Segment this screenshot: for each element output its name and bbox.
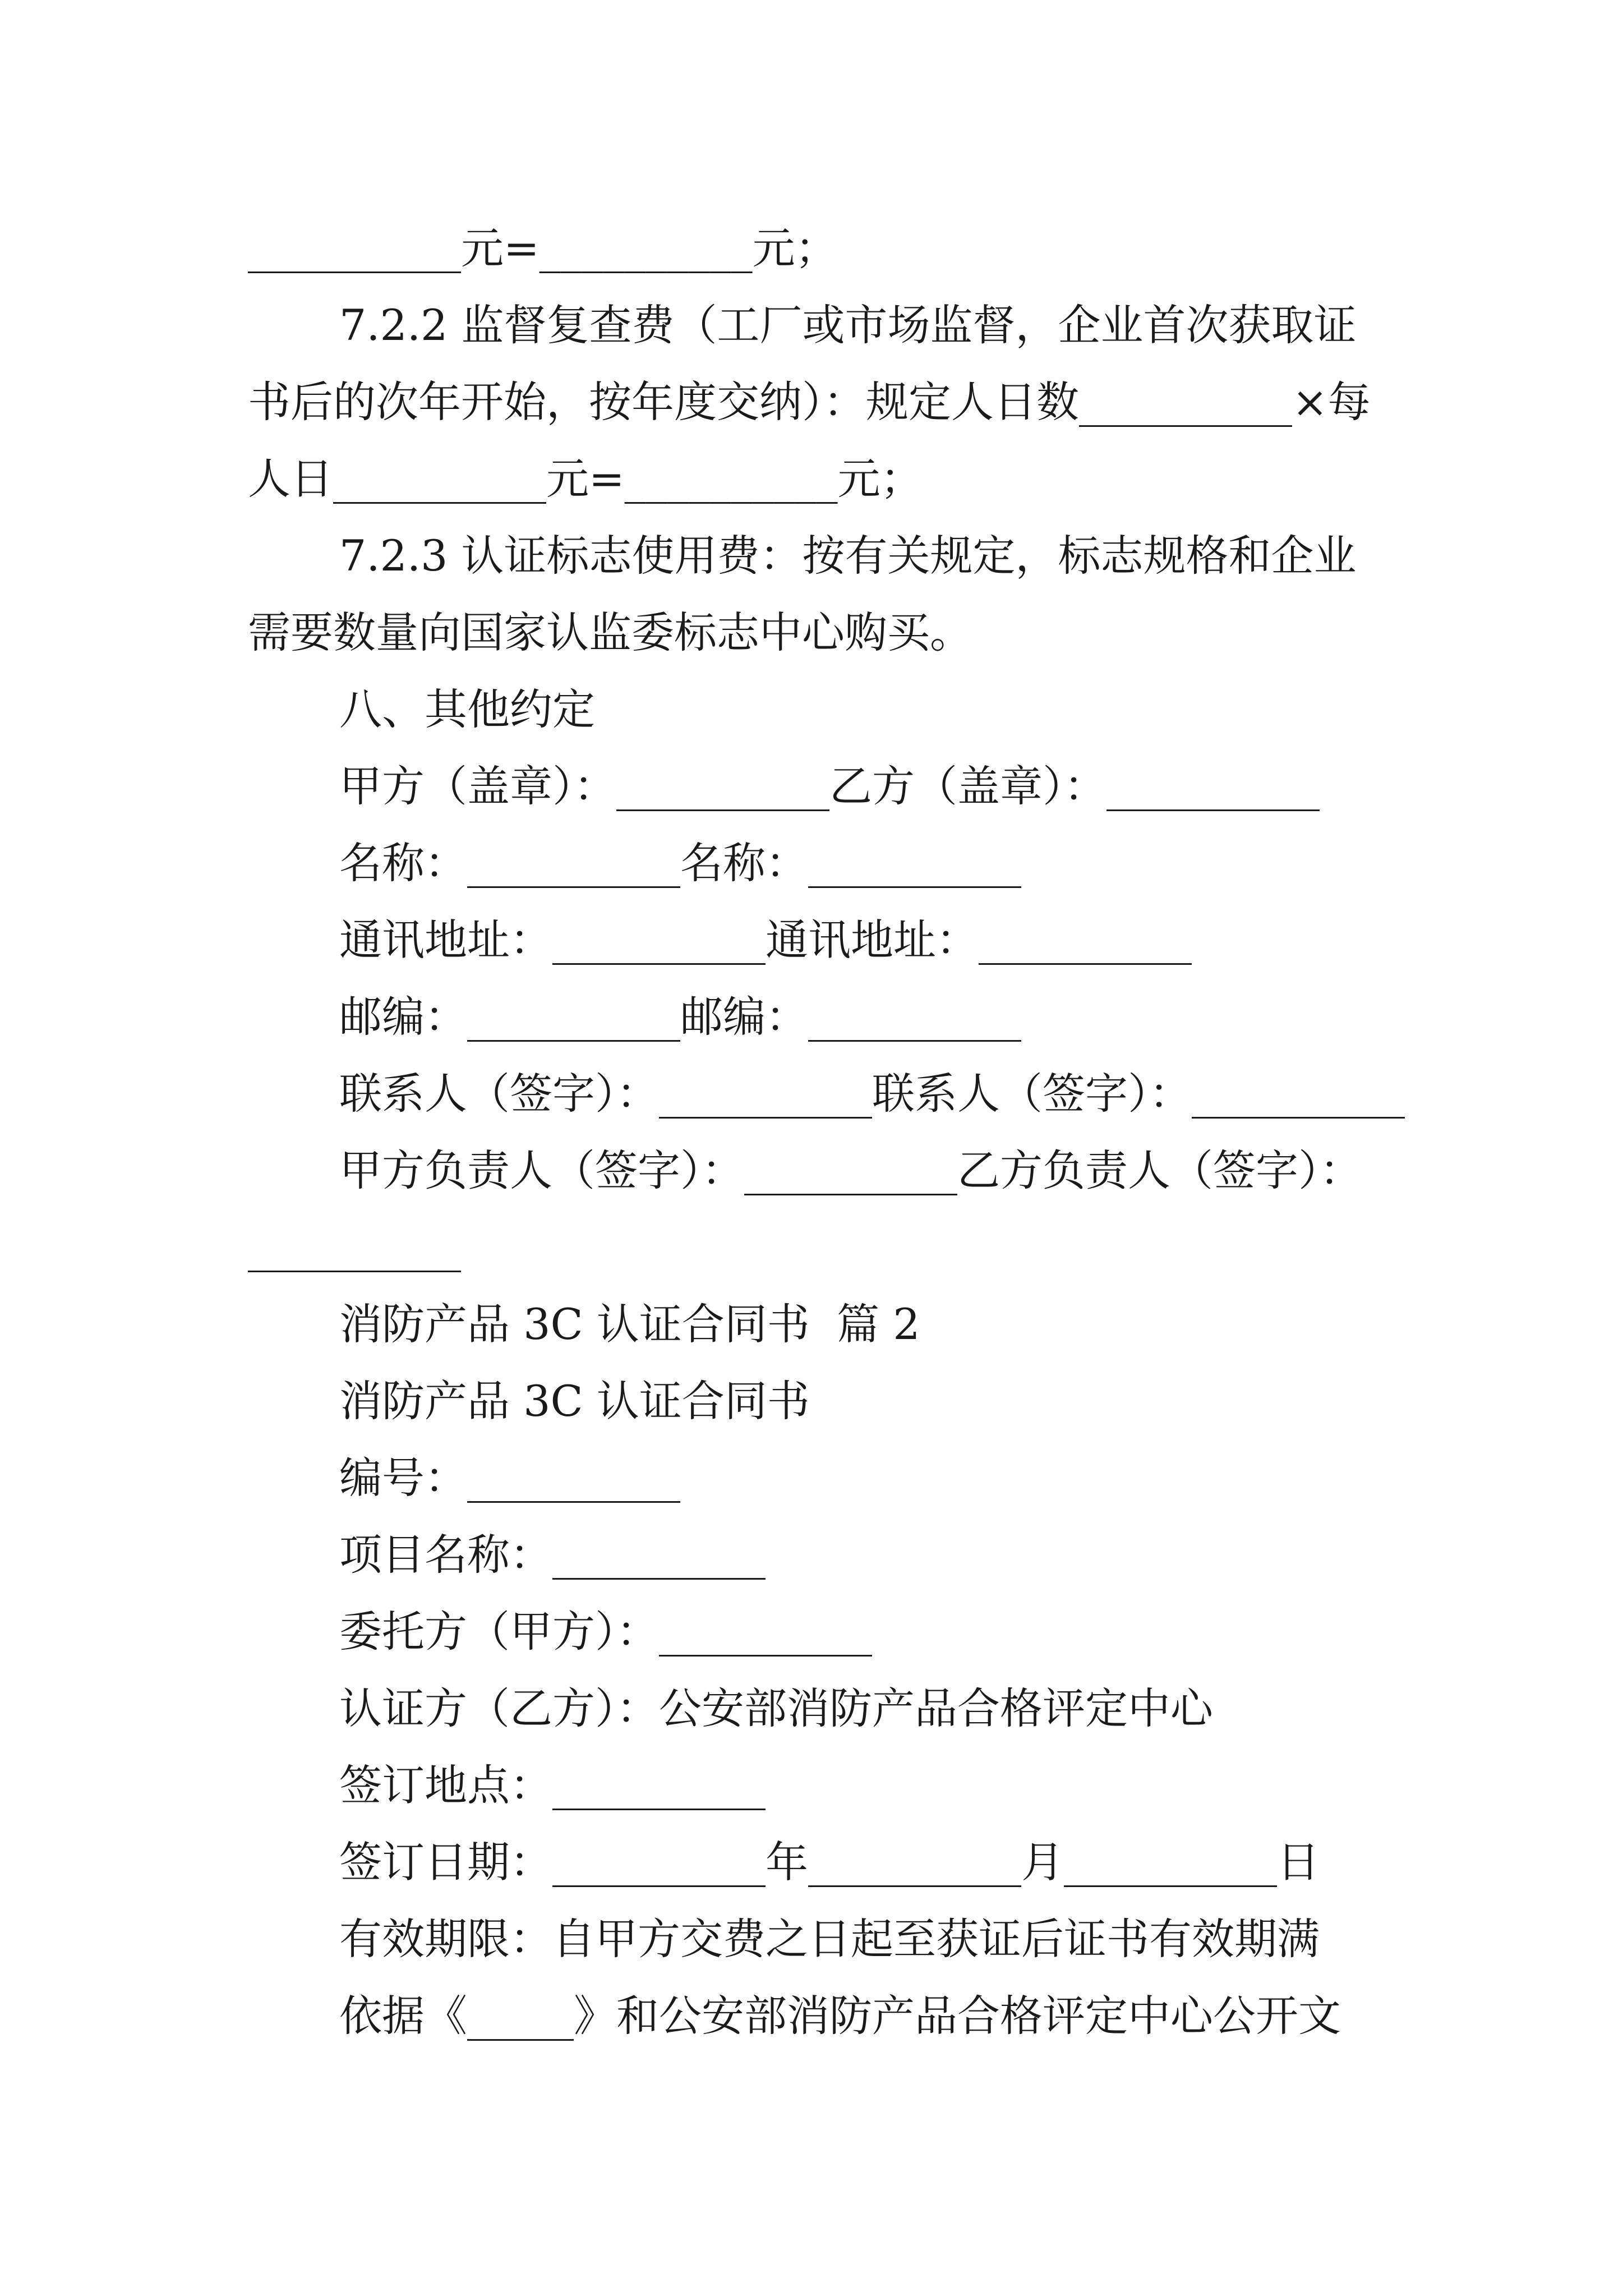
basis-field: 依据《_____》和公安部消防产品合格评定中心公开文 [339, 1991, 1341, 2041]
signature-principal-blank: __________ [248, 1222, 461, 1272]
contract-2-title: 消防产品 3C 认证合同书 [339, 1376, 810, 1426]
signature-name-line: 名称：__________名称：__________ [339, 838, 1021, 888]
signature-address-line: 通讯地址：__________通讯地址：__________ [339, 915, 1192, 965]
clause-7-2-2-line-3: 人日__________元=__________元； [248, 454, 923, 504]
project-name-field: 项目名称：__________ [339, 1530, 766, 1580]
signature-contact-line: 联系人（签字）：__________联系人（签字）：__________ [339, 1069, 1405, 1119]
signature-seal-line: 甲方（盖章）：__________乙方（盖章）：__________ [339, 761, 1320, 811]
section-8-heading: 八、其他约定 [339, 684, 595, 734]
clause-7-2-3-line-1: 7.2.3 认证标志使用费：按有关规定，标志规格和企业 [339, 531, 1357, 581]
validity-field: 有效期限：自甲方交费之日起至获证后证书有效期满 [339, 1914, 1320, 1964]
contract-number-field: 编号：__________ [339, 1453, 680, 1503]
fee-result-line: __________元=__________元； [248, 223, 838, 273]
clause-7-2-2-line-2: 书后的次年开始，按年度交纳）：规定人日数__________×每 [248, 377, 1371, 427]
signature-postcode-line: 邮编：__________邮编：__________ [339, 992, 1021, 1042]
signature-principal-line: 甲方负责人（签字）：__________乙方负责人（签字）： [339, 1145, 1362, 1195]
document-body [0, 210, 1623, 2054]
clause-7-2-3-line-2: 需要数量向国家认监委标志中心购买。 [248, 608, 972, 657]
sign-date-field: 签订日期：__________年__________月__________日 [339, 1837, 1320, 1887]
client-field: 委托方（甲方）：__________ [339, 1607, 872, 1657]
contract-2-part-header: 消防产品 3C 认证合同书 篇 2 [339, 1299, 920, 1349]
certifier-field: 认证方（乙方）：公安部消防产品合格评定中心 [339, 1683, 1213, 1733]
clause-7-2-2-line-1: 7.2.2 监督复查费（工厂或市场监督，企业首次获取证 [339, 300, 1357, 350]
sign-place-field: 签订地点：__________ [339, 1760, 766, 1810]
